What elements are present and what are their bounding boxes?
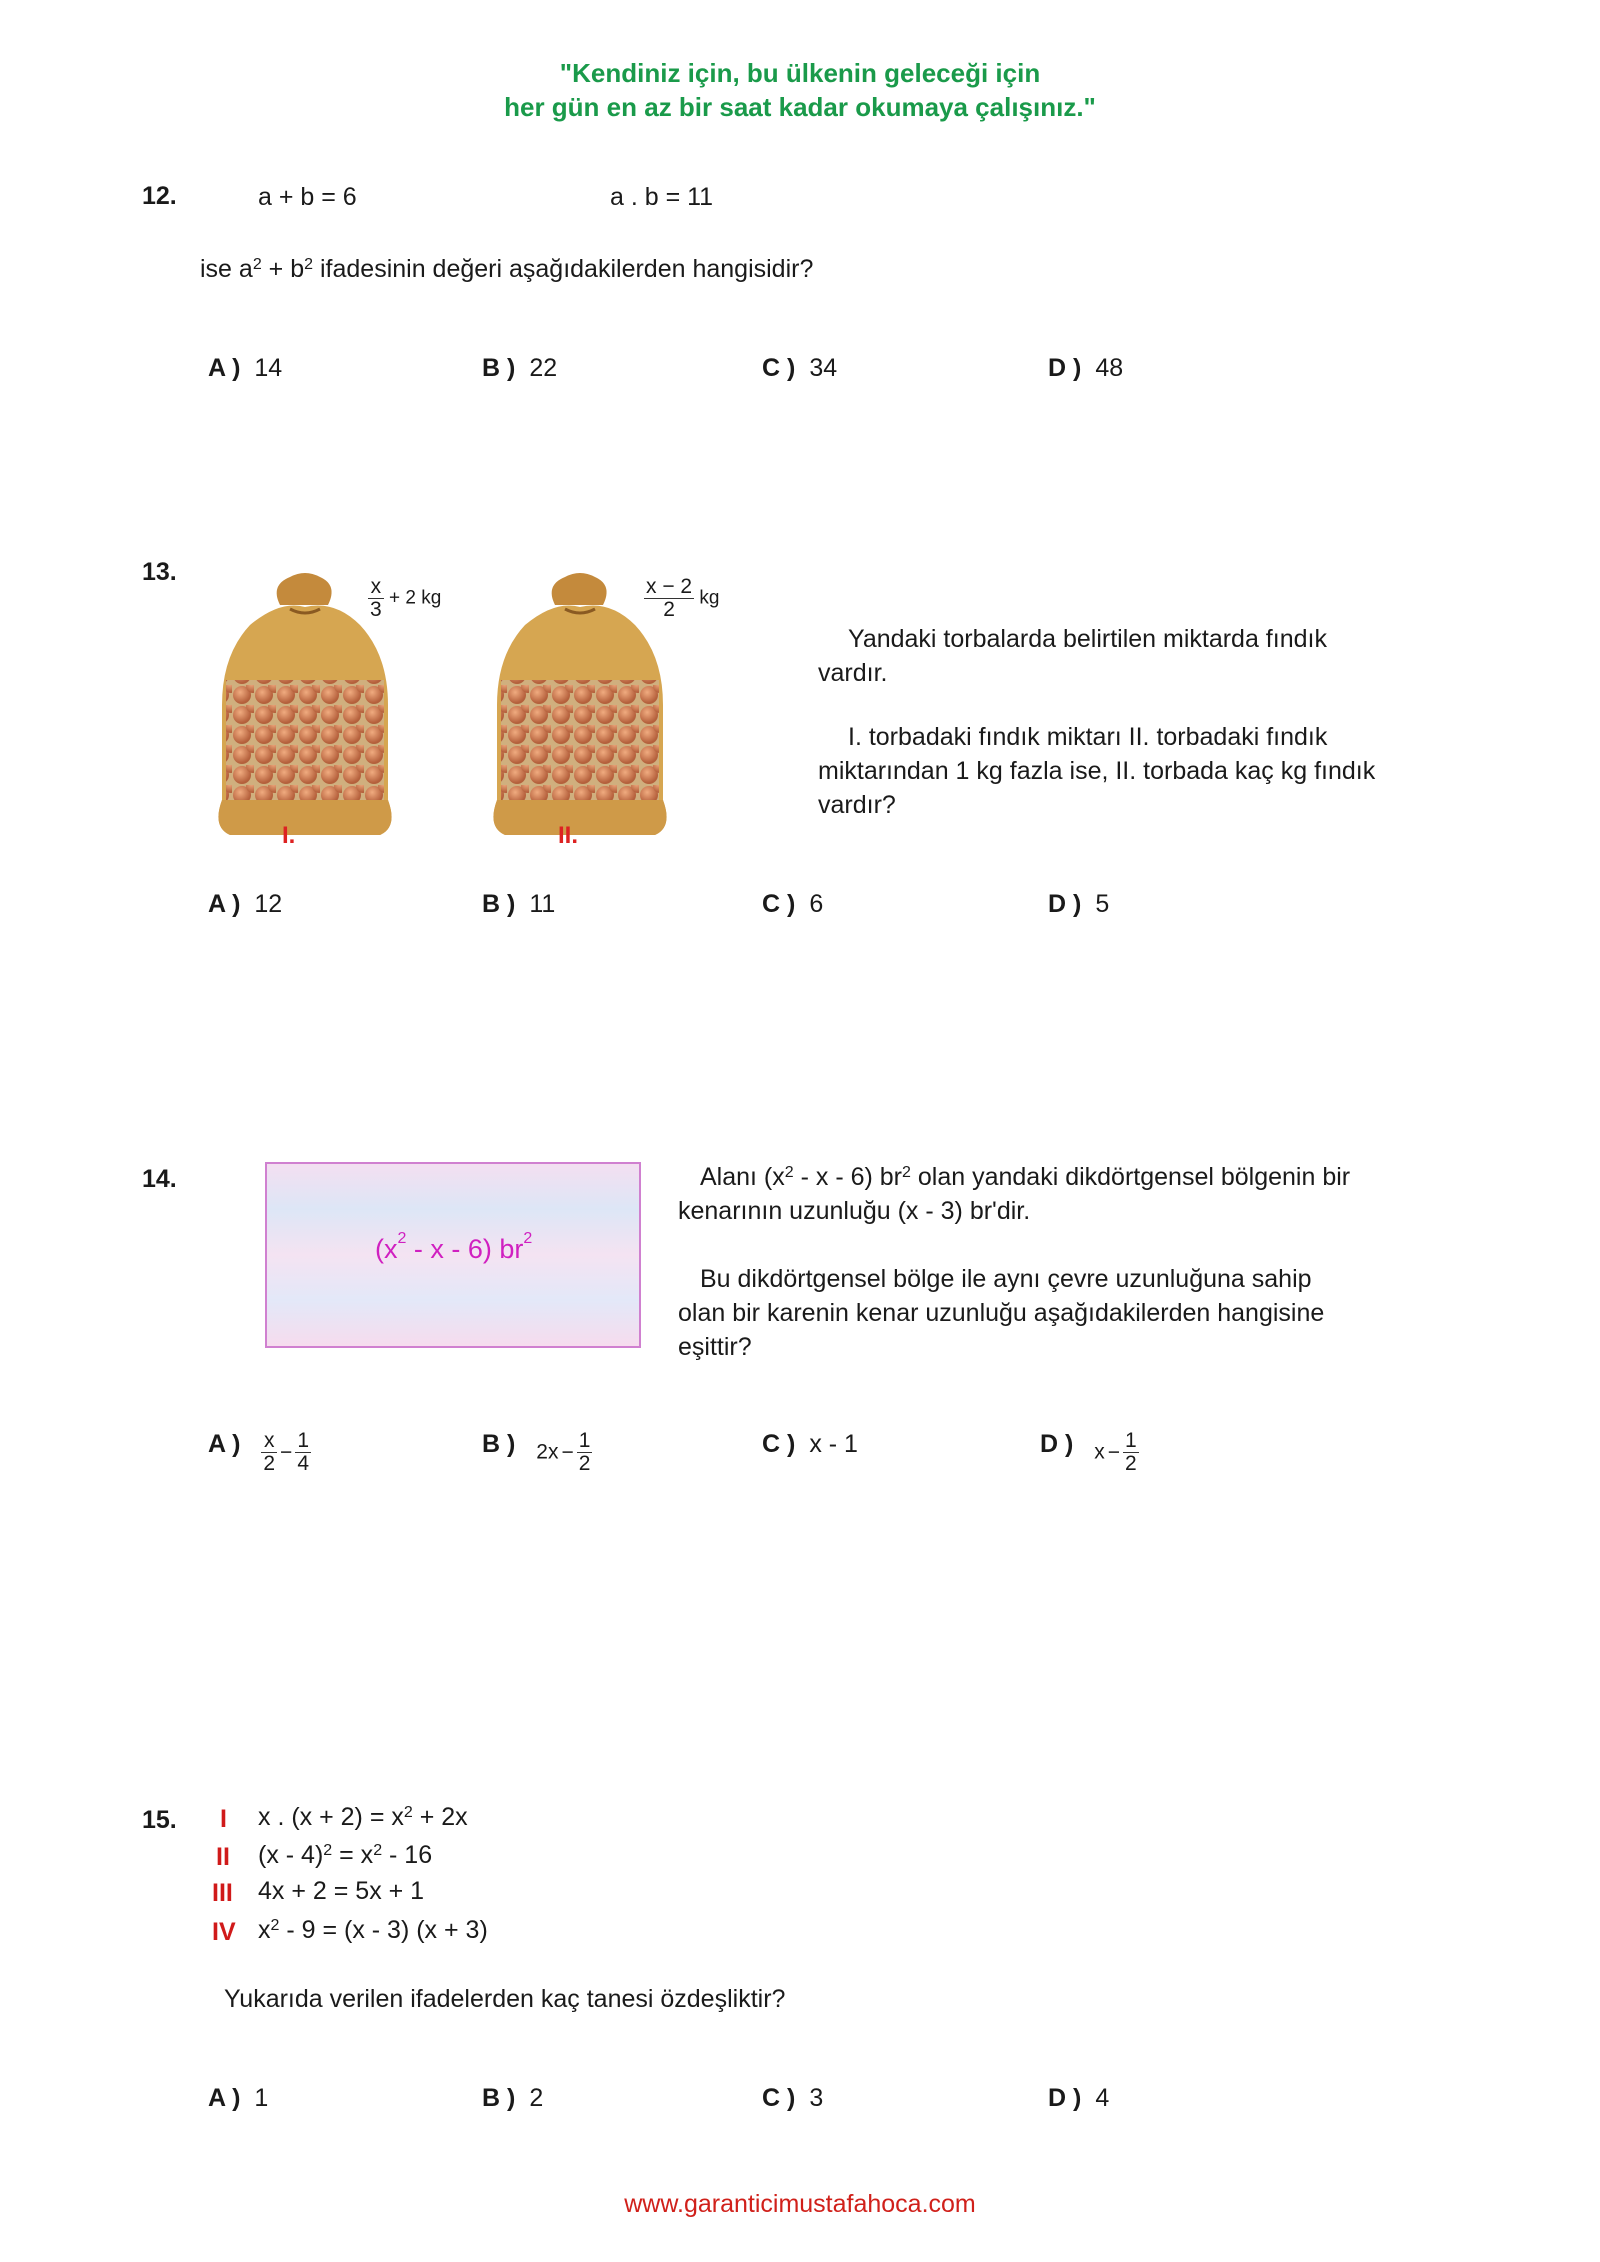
q14-option-b[interactable]: B ) 2x − $\frac{1}{2}$	[482, 1429, 591, 1475]
motto	[0, 56, 1600, 124]
bag-2-weight: $\frac{x - 2}{2}$ kg	[646, 575, 720, 621]
bag-1-weight: $\frac{x}{3}$ + 2 kg	[370, 575, 442, 621]
q13-option-d[interactable]: D ) 5	[1048, 890, 1110, 918]
q14-option-a[interactable]: A ) $\frac{x}{2}$ − $\frac{1}{4}$	[208, 1429, 309, 1475]
q15-roman-4: IV	[212, 1918, 236, 1946]
q15-statement-2: $(x - 4)^2 = x^2 - 16$	[258, 1841, 433, 1869]
q12-option-c[interactable]: C ) 34	[762, 354, 838, 382]
q12-option-b[interactable]: B ) 22	[482, 354, 558, 382]
q15-stem: Yukarıda verilen ifadelerden kaç tanesi özdeşliktir?	[224, 1985, 786, 2013]
motto-line-2: her gün en az bir saat kadar okumaya çalışınız."	[504, 92, 1096, 122]
question-12-number: 12.	[142, 182, 177, 210]
q13-text-2: I. torbadaki fındık miktarı II. torbadaki fındık miktarından 1 kg fazla ise, II. torbada kaç kg fındık vardır?	[818, 723, 1376, 819]
q12-option-d[interactable]: D ) 48	[1048, 354, 1124, 382]
q13-option-c[interactable]: C ) 6	[762, 890, 824, 918]
question-13-number: 13.	[142, 558, 177, 586]
q15-statement-4: $x^2 - 9 = (x - 3) (x + 3)$	[258, 1916, 488, 1944]
q13-option-a[interactable]: A ) 12	[208, 890, 283, 918]
q12-option-a[interactable]: A ) 14	[208, 354, 283, 382]
q15-option-a[interactable]: A ) 1	[208, 2084, 269, 2112]
q15-statement-1: x . $(x + 2) = x^2 + 2x$	[258, 1803, 468, 1831]
q14-option-d[interactable]: D ) x − $\frac{1}{2}$	[1040, 1429, 1137, 1475]
question-14-number: 14.	[142, 1165, 177, 1193]
q15-roman-1: I	[220, 1805, 227, 1833]
q12-equation-1: a + b = 6	[258, 183, 357, 211]
footer-website-link[interactable]: www.garanticimustafahoca.com	[624, 2190, 976, 2218]
question-15-number: 15.	[142, 1806, 177, 1834]
bag-1-label: I.	[282, 822, 296, 849]
rectangle-figure	[265, 1162, 641, 1348]
q13-text-1: Yandaki torbalarda belirtilen miktarda fındık vardır.	[818, 625, 1327, 687]
q14-text-1: Alanı ($x^2$ - x - 6) $br^2$ olan yandaki dikdörtgensel bölgenin bir kenarının uzunluğu (x - 3) br'dir.	[678, 1163, 1351, 1225]
q12-equation-2: a . b = 11	[610, 183, 714, 211]
q14-text-2: Bu dikdörtgensel bölge ile aynı çevre uzunluğuna sahip olan bir karenin kenar uzunluğu aşağıdakilerden hangisine eşittir?	[678, 1265, 1325, 1361]
rectangle-area-label: ($x^2$ - x - 6) $br^2$	[375, 1230, 533, 1264]
q15-option-b[interactable]: B ) 2	[482, 2084, 544, 2112]
q15-option-c[interactable]: C ) 3	[762, 2084, 824, 2112]
q12-stem: ise $a^2 + b^2$ ifadesinin değeri aşağıdakilerden hangisidir?	[200, 255, 814, 283]
q15-option-d[interactable]: D ) 4	[1048, 2084, 1110, 2112]
q15-statement-3: 4x + 2 = 5x + 1	[258, 1877, 425, 1905]
bag-2-label: II.	[558, 822, 579, 849]
q15-roman-3: III	[212, 1879, 233, 1907]
q14-option-c[interactable]: C ) x - 1	[762, 1430, 858, 1458]
motto-line-1: "Kendiniz için, bu ülkenin geleceği için	[559, 58, 1041, 88]
q13-option-b[interactable]: B ) 11	[482, 890, 556, 918]
q15-roman-2: II	[216, 1843, 230, 1871]
